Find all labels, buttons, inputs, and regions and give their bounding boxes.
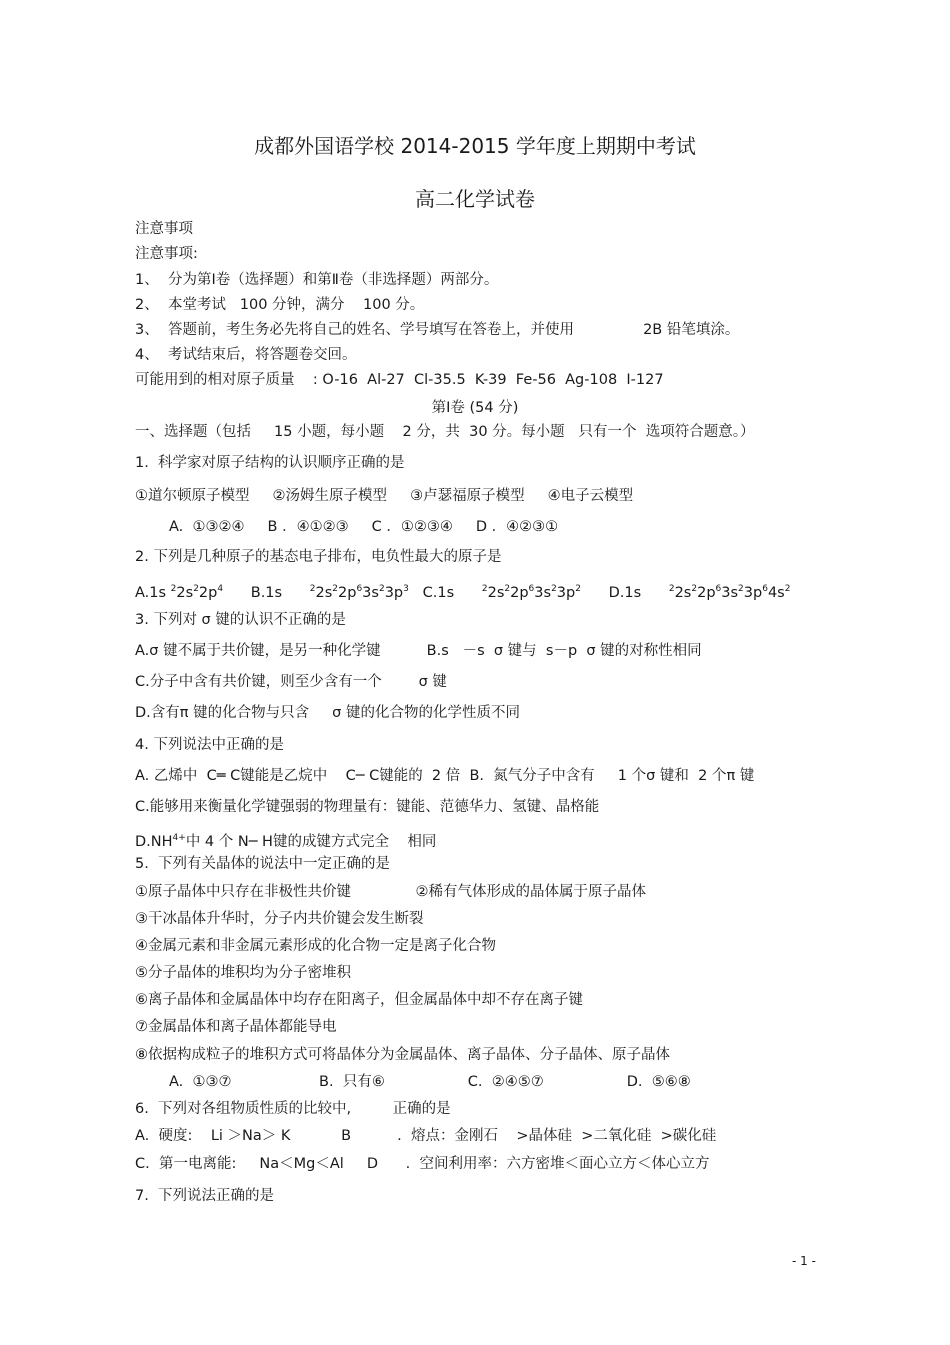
question-3-option-ab: A.σ 键不属于共价键，是另一种化学键 B.s －s σ 键与 s－p σ 键的对称性相同 bbox=[135, 643, 702, 659]
section-instructions: 一、选择题（包括 15 小题，每小题 2 分，共 30 分。每小题 只有一个 选项符合题意。） bbox=[135, 424, 755, 440]
question-5: 5. 下列有关晶体的说法中一定正确的是 bbox=[135, 856, 391, 872]
question-2-options: A.1s $^22s^22p^4$ B.1s $^22s^22p^63s^23p^3$ C.1s $^22s^22p^63s^23p^2$ D.1s $^22s^22p^63s^23p^64s^2$ bbox=[135, 584, 791, 601]
question-5-item-5: ⑤分子晶体的堆积均为分子密堆积 bbox=[135, 965, 351, 981]
question-4-option-d: $D.NH^{4+}$中 4 个 N─ H键的成键方式完全 相同 bbox=[135, 833, 437, 850]
notes-heading: 注意事项 bbox=[135, 221, 193, 237]
note-item-3: 3、 答题前，考生务必先将自己的姓名、学号填写在答卷上，并使用 2B 铅笔填涂。 bbox=[135, 322, 740, 338]
question-3-option-c: C.分子中含有共价键，则至少含有一个 σ 键 bbox=[135, 674, 447, 690]
question-6-option-ab: A. 硬度: Li ＞Na＞ K B . 熔点：金刚石 >晶体硅 >二氧化硅 >碳化硅 bbox=[135, 1128, 717, 1144]
atomic-masses: 可能用到的相对原子质量 : O-16 Al-27 Cl-35.5 K-39 Fe-56 Ag-108 I-127 bbox=[135, 372, 664, 388]
question-4-option-ab: A. 乙烯中 C═ C键能是乙烷中 C─ C键能的 2 倍 B. 氮气分子中含有 1 个σ 键和 2 个π 键 bbox=[135, 768, 755, 784]
question-3: 3. 下列对 σ 键的认识不正确的是 bbox=[135, 612, 346, 628]
part-title: 第Ⅰ卷 (54 分) bbox=[431, 400, 519, 416]
question-6: 6. 下列对各组物质性质的比较中, 正确的是 bbox=[135, 1101, 451, 1117]
page-number: - 1 - bbox=[792, 1254, 816, 1268]
question-6-option-cd: C. 第一电离能: Na＜Mg＜Al D . 空间利用率：六方密堆＜面心立方＜体心立方 bbox=[135, 1156, 710, 1172]
note-item-1: 1、 分为第Ⅰ卷（选择题）和第Ⅱ卷（非选择题）两部分。 bbox=[135, 272, 499, 288]
notes-heading-colon: 注意事项: bbox=[135, 246, 198, 262]
question-1-options: A. ①③②④ B ．④①②③ C ．①②③④ D ．④②③① bbox=[169, 519, 559, 535]
question-5-item-1: ①原子晶体中只存在非极性共价键 ②稀有气体形成的晶体属于原子晶体 bbox=[135, 884, 647, 900]
question-5-item-3: ③干冰晶体升华时，分子内共价键会发生断裂 bbox=[135, 911, 424, 927]
note-item-4: 4、 考试结束后，将答题卷交回。 bbox=[135, 347, 357, 363]
question-4: 4. 下列说法中正确的是 bbox=[135, 737, 284, 753]
exam-subtitle: 高二化学试卷 bbox=[415, 187, 535, 211]
question-4-option-d-start: D.NH bbox=[135, 834, 173, 850]
question-1-items: ①道尔顿原子模型 ②汤姆生原子模型 ③卢瑟福原子模型 ④电子云模型 bbox=[135, 488, 634, 504]
question-3-option-d: D.含有π 键的化合物与只含 σ 键的化合物的化学性质不同 bbox=[135, 705, 520, 721]
exam-title: 成都外国语学校 2014-2015 学年度上期期中考试 bbox=[254, 134, 696, 158]
note-item-2: 2、 本堂考试 100 分钟，满分 100 分。 bbox=[135, 297, 425, 313]
question-5-options: A. ①③⑦ B. 只有⑥ C. ②④⑤⑦ D. ⑤⑥⑧ bbox=[169, 1074, 691, 1090]
question-1: 1. 科学家对原子结构的认识顺序正确的是 bbox=[135, 455, 405, 471]
question-5-item-4: ④金属元素和非金属元素形成的化合物一定是离子化合物 bbox=[135, 938, 496, 954]
question-5-item-8: ⑧依据构成粒子的堆积方式可将晶体分为金属晶体、离子晶体、分子晶体、原子晶体 bbox=[135, 1047, 670, 1063]
question-4-option-c: C.能够用来衡量化学键强弱的物理量有：键能、范德华力、氢键、晶格能 bbox=[135, 799, 600, 815]
question-7: 7. 下列说法正确的是 bbox=[135, 1188, 275, 1204]
question-5-item-7: ⑦金属晶体和离子晶体都能导电 bbox=[135, 1019, 337, 1035]
question-2: 2. 下列是几种原子的基态电子排布，电负性最大的原子是 bbox=[135, 549, 502, 565]
question-4-option-d-end: 中 4 个 N─ H键的成键方式完全 相同 bbox=[185, 834, 437, 850]
question-5-item-6: ⑥离子晶体和金属晶体中均存在阳离子，但金属晶体中却不存在离子键 bbox=[135, 992, 583, 1008]
